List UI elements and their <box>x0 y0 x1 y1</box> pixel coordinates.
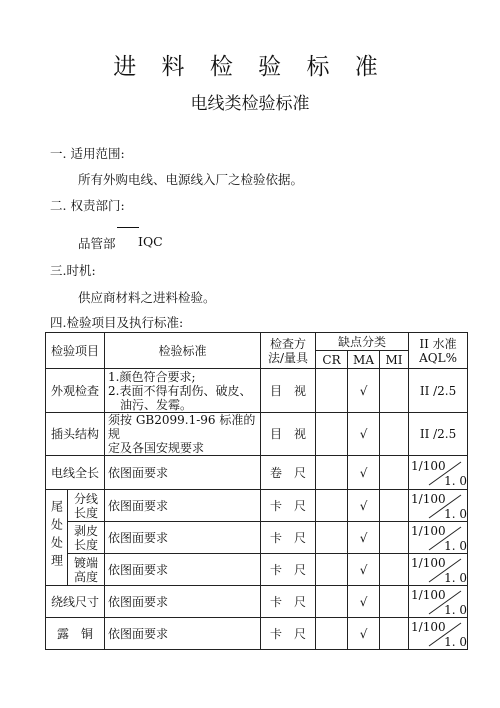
cell-mi <box>380 522 409 554</box>
table-row <box>46 618 468 650</box>
cell-ma: √ <box>348 554 380 586</box>
cell-item: 镀端高度 <box>68 554 105 586</box>
cell-mi <box>380 413 409 456</box>
header-item: 检验项目 <box>46 333 105 369</box>
inspection-standard-table <box>45 332 468 650</box>
table-row <box>46 456 468 490</box>
cell-method: 卷 尺 <box>261 456 316 490</box>
cell-cr <box>316 586 348 618</box>
cell-cr <box>316 369 348 413</box>
cell-standard <box>105 522 261 554</box>
cell-cr <box>316 413 348 456</box>
aql-fraction <box>409 619 467 649</box>
cell-ma: √ <box>348 522 380 554</box>
cell-mi <box>380 586 409 618</box>
cell-ma: √ <box>348 413 380 456</box>
standard-line: 依图面要求 <box>108 594 169 609</box>
header-method <box>261 333 316 369</box>
standard-line: 2.表面不得有刮伤、破皮、 <box>108 383 252 398</box>
aql-denominator: 1. 0 <box>444 602 468 617</box>
cell-ma: √ <box>348 456 380 490</box>
standard-line: 油污、发霉。 <box>120 397 193 412</box>
section-2-heading: 二. 权责部门: <box>50 198 125 213</box>
cell-standard <box>105 618 261 650</box>
standard-line: 依图面要求 <box>108 498 169 513</box>
standard-line: 定及各国安规要求 <box>108 441 205 455</box>
cell-ma: √ <box>348 369 380 413</box>
aql-fraction <box>409 587 467 617</box>
cell-standard <box>105 554 261 586</box>
aql-numerator: 1/100 <box>411 458 446 473</box>
cell-method: 卡 尺 <box>261 618 316 650</box>
header-mi: MI <box>380 351 409 369</box>
cell-standard <box>105 490 261 522</box>
cell-method: 卡 尺 <box>261 490 316 522</box>
aql-fraction <box>409 523 467 553</box>
cell-method: 目 视 <box>261 369 316 413</box>
cell-standard <box>105 456 261 490</box>
document-title: 进 料 检 验 标 准 <box>113 54 387 80</box>
cell-ma: √ <box>348 586 380 618</box>
aql-numerator: 1/100 <box>411 555 446 570</box>
section-2-text-dept: 品管部 <box>78 236 116 251</box>
aql-denominator: 1. 0 <box>444 506 468 521</box>
cell-mi <box>380 618 409 650</box>
cell-cr <box>316 456 348 490</box>
cell-cr <box>316 554 348 586</box>
section-1-heading: 一. 适用范围: <box>50 146 125 161</box>
section-4-heading: 四.检验项目及执行标准: <box>50 315 184 330</box>
header-ma: MA <box>348 351 380 369</box>
cell-cr <box>316 522 348 554</box>
cell-item: 露 铜 <box>46 618 105 650</box>
group-label-tail-processing <box>46 490 68 586</box>
table-row <box>46 413 468 456</box>
header-aql-line2: AQL% <box>419 350 457 365</box>
cell-aql <box>409 522 468 554</box>
cell-aql <box>409 586 468 618</box>
group-label-text: 尾处处理 <box>49 500 64 572</box>
table-row <box>46 522 468 554</box>
aql-fraction <box>409 458 467 488</box>
cell-item: 剥皮长度 <box>68 522 105 554</box>
cell-aql <box>409 618 468 650</box>
aql-numerator: 1/100 <box>411 523 446 538</box>
cell-aql <box>409 490 468 522</box>
aql-denominator: 1. 0 <box>444 538 468 553</box>
aql-denominator: 1. 0 <box>444 634 468 649</box>
standard-line: 依图面要求 <box>108 465 169 480</box>
header-standard: 检验标准 <box>105 333 261 369</box>
section-2-text-iqc: IQC <box>138 234 163 249</box>
cell-method: 目 视 <box>261 413 316 456</box>
cell-mi <box>380 554 409 586</box>
cell-item: 电线全长 <box>46 456 105 490</box>
cell-item: 外观检查 <box>46 369 105 413</box>
cell-aql <box>409 456 468 490</box>
table-row <box>46 554 468 586</box>
cell-cr <box>316 618 348 650</box>
standard-line: 依图面要求 <box>108 562 169 577</box>
standard-line: 须按 GB2099.1-96 标准的规 <box>108 413 256 441</box>
cell-item: 分线长度 <box>68 490 105 522</box>
cell-cr <box>316 490 348 522</box>
aql-denominator: 1. 0 <box>444 570 468 585</box>
table-row <box>46 586 468 618</box>
header-method-line2: 法/量具 <box>267 350 309 365</box>
cell-aql: II /2.5 <box>409 413 468 456</box>
aql-numerator: 1/100 <box>411 491 446 506</box>
cell-item: 绕线尺寸 <box>46 586 105 618</box>
header-aql <box>409 333 468 369</box>
standard-line: 依图面要求 <box>108 626 169 641</box>
section-3-text: 供应商材料之进料检验。 <box>78 290 216 305</box>
header-method-line1: 检查方 <box>270 336 307 351</box>
aql-denominator: 1. 0 <box>444 473 468 488</box>
aql-fraction <box>409 555 467 585</box>
placeholder-dash <box>117 227 139 228</box>
cell-standard <box>105 369 261 413</box>
document-subtitle: 电线类检验标准 <box>190 94 310 114</box>
header-cr: CR <box>316 351 348 369</box>
header-defect-class: 缺点分类 <box>316 333 409 351</box>
cell-mi <box>380 369 409 413</box>
cell-method: 卡 尺 <box>261 554 316 586</box>
cell-mi <box>380 490 409 522</box>
header-aql-line1: II 水准 <box>419 336 457 351</box>
aql-numerator: 1/100 <box>411 619 446 634</box>
cell-ma: √ <box>348 618 380 650</box>
aql-fraction <box>409 491 467 521</box>
section-3-heading: 三.时机: <box>50 263 96 278</box>
cell-item: 插头结构 <box>46 413 105 456</box>
standard-line: 1.颜色符合要求; <box>108 369 196 384</box>
cell-ma: √ <box>348 490 380 522</box>
section-1-text: 所有外购电线、电源线入厂之检验依据。 <box>78 172 304 187</box>
cell-mi <box>380 456 409 490</box>
cell-aql: II /2.5 <box>409 369 468 413</box>
table-row <box>46 490 468 522</box>
table-row <box>46 369 468 413</box>
cell-aql <box>409 554 468 586</box>
cell-method: 卡 尺 <box>261 586 316 618</box>
standard-line: 依图面要求 <box>108 530 169 545</box>
aql-numerator: 1/100 <box>411 587 446 602</box>
cell-method: 卡 尺 <box>261 522 316 554</box>
cell-standard <box>105 586 261 618</box>
cell-standard <box>105 413 261 456</box>
